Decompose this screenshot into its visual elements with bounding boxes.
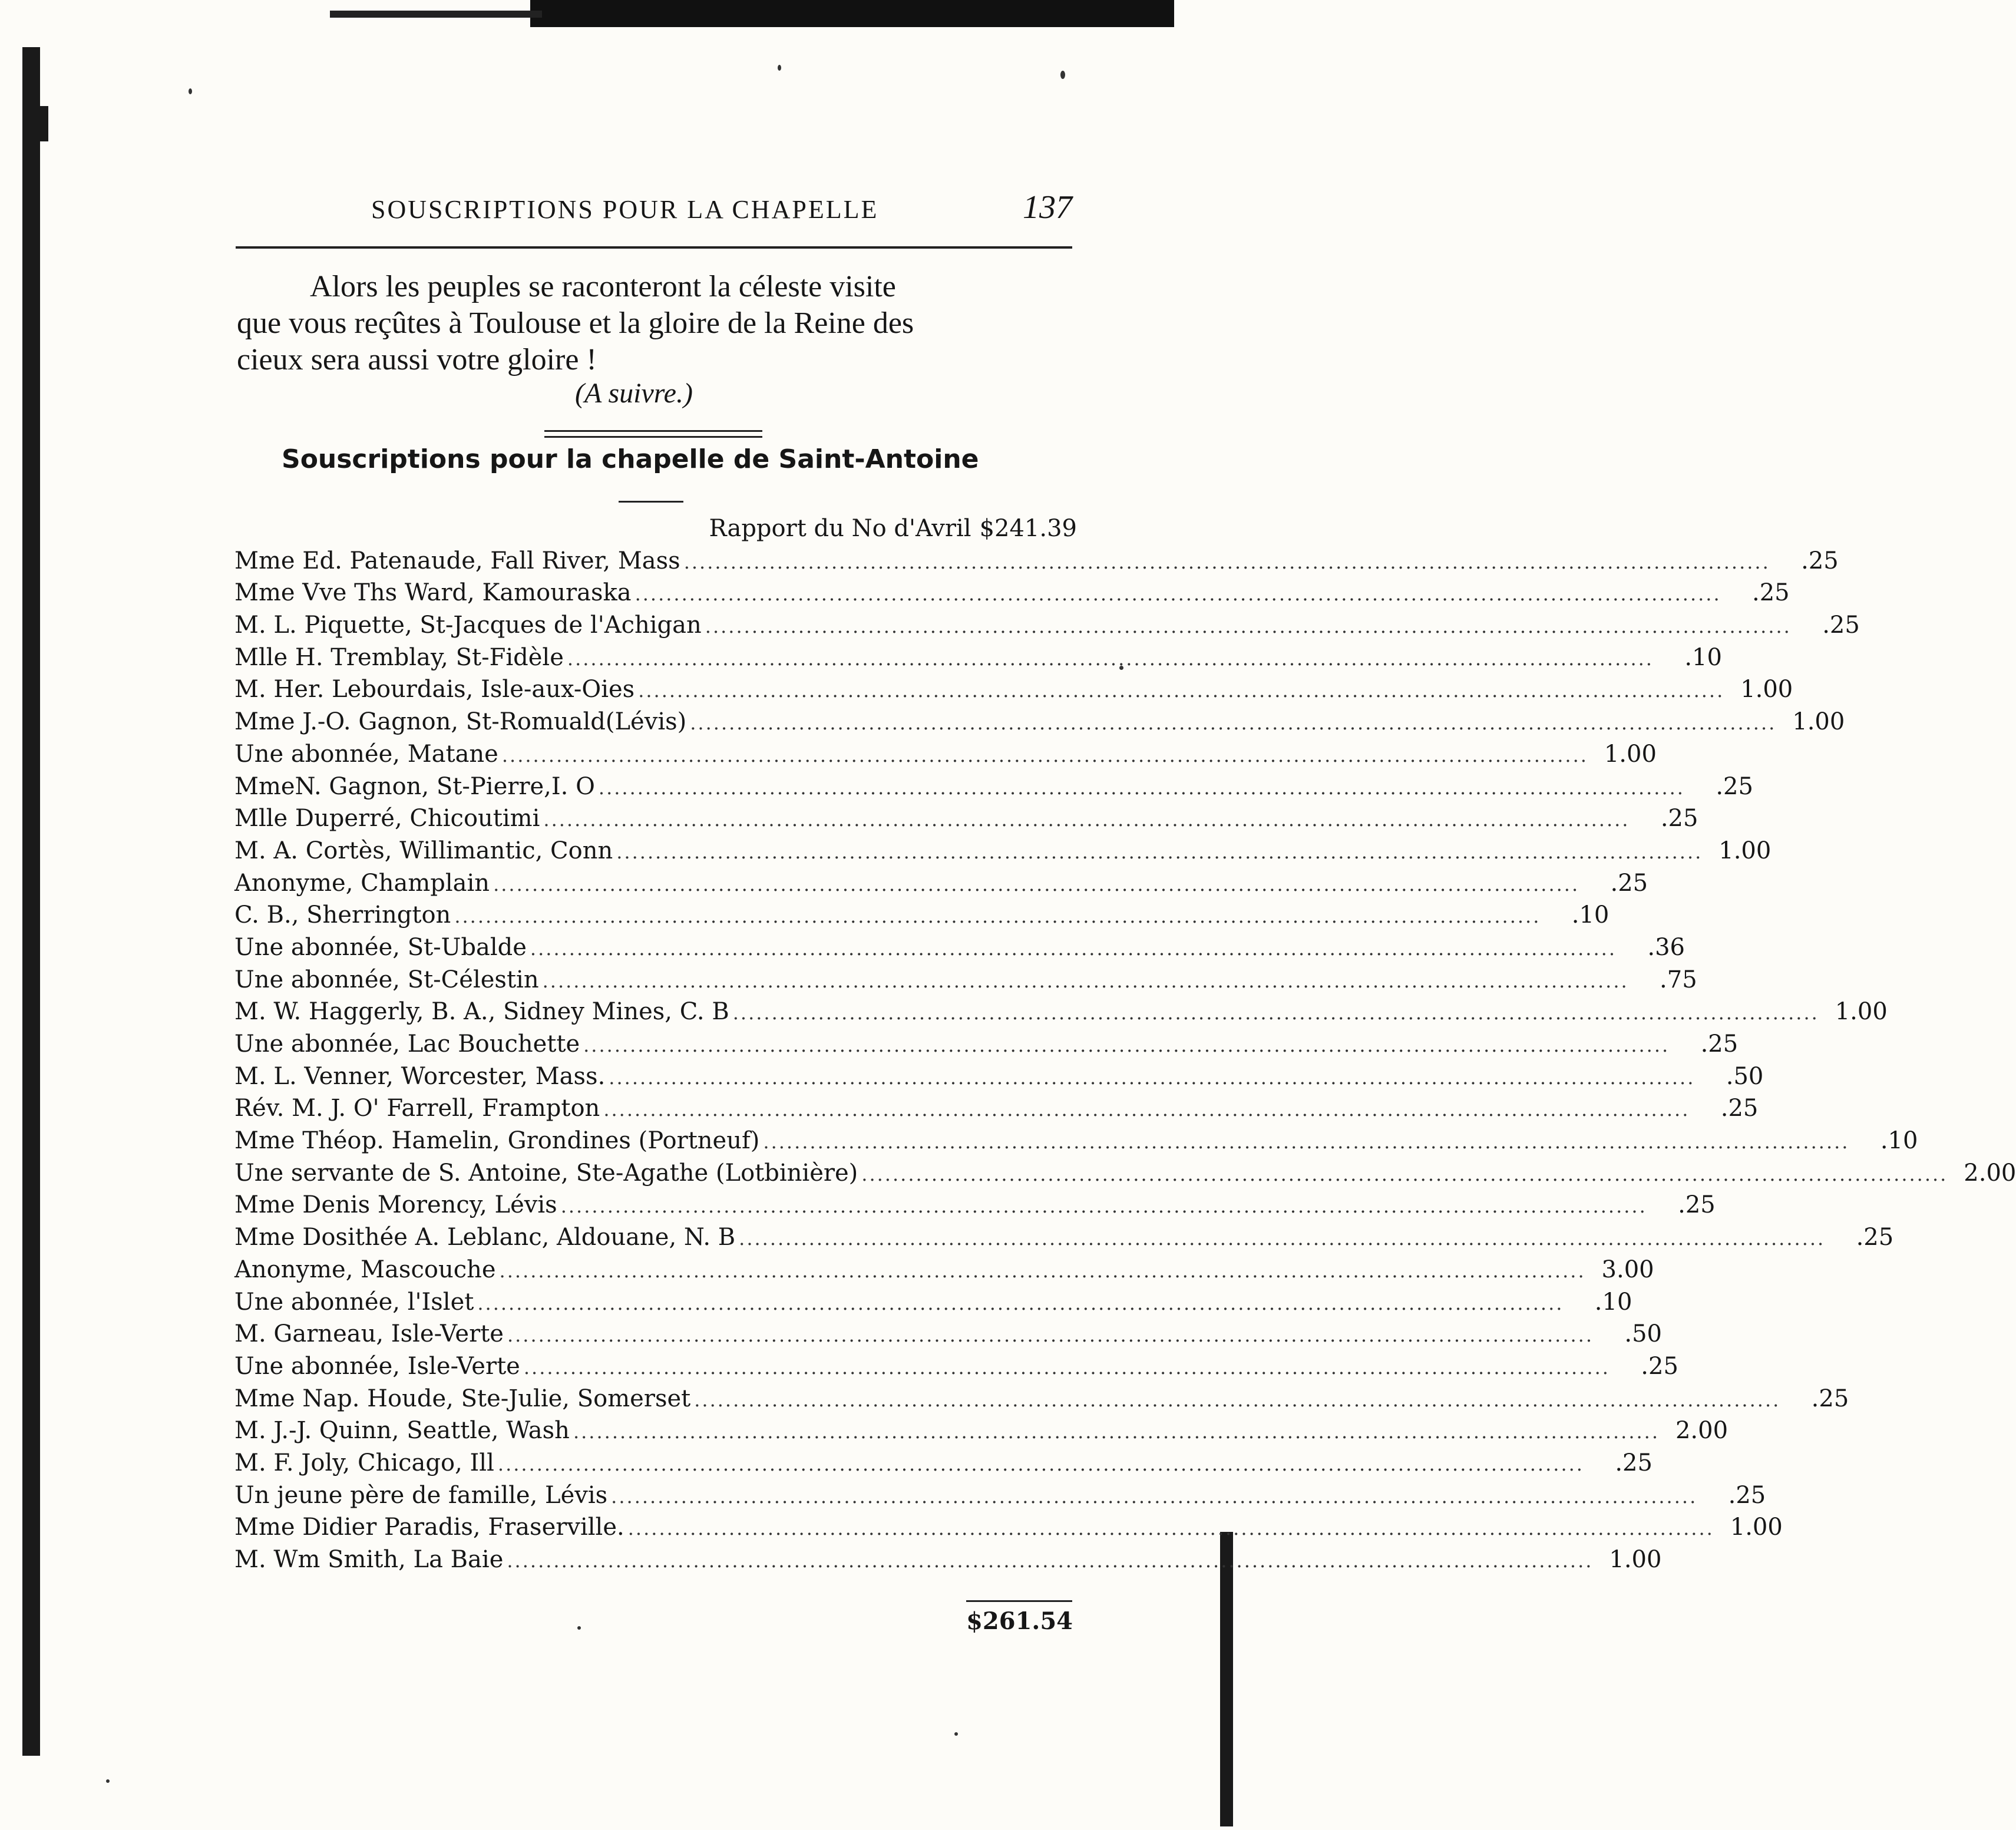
subscriber-name: Mme Didier Paradis, Fraserville. — [234, 1514, 624, 1541]
subscription-amount: .36 — [1647, 933, 1685, 961]
subscriber-name: C. B., Sherrington — [234, 901, 451, 929]
subscription-amount: 3.00 — [1601, 1256, 1654, 1283]
list-item — [234, 1479, 1766, 1512]
list-item — [234, 1383, 1849, 1415]
subscription-amount: 1.00 — [1835, 998, 1888, 1026]
speck — [189, 88, 192, 94]
dot-leader: ............................................................................................................................................ — [732, 1002, 1819, 1025]
list-item — [234, 1092, 1759, 1125]
paragraph-line: Alors les peuples se raconteront la céleste visite — [310, 270, 896, 303]
subscriber-name: Mme J.-O. Gagnon, St-Romuald(Lévis) — [234, 708, 687, 736]
dot-leader: ............................................................................................................................................ — [567, 647, 1654, 670]
list-item — [234, 738, 1657, 771]
subscriber-name: Mme Nap. Houde, Ste-Julie, Somerset — [234, 1385, 691, 1412]
dot-leader: ............................................................................................................................................ — [638, 679, 1725, 702]
list-item — [234, 1028, 1739, 1061]
subscriber-name: M. Wm Smith, La Baie — [234, 1546, 504, 1573]
subscription-amount: .50 — [1726, 1062, 1764, 1090]
subscriber-name: M. Her. Lebourdais, Isle-aux-Oies — [234, 676, 635, 703]
list-item — [234, 931, 1685, 964]
total-amount: $261.54 — [966, 1607, 1073, 1635]
subscription-amount: .10 — [1594, 1288, 1632, 1316]
subscription-amount: .50 — [1624, 1320, 1662, 1348]
subscriber-name: Mme Théop. Hamelin, Grondines (Portneuf) — [234, 1127, 760, 1155]
dot-leader: ............................................................................................................................................ — [861, 1162, 1948, 1185]
dot-leader: ............................................................................................................................................ — [499, 1259, 1586, 1282]
subscription-amount: .25 — [1752, 579, 1790, 607]
subscription-amount: .25 — [1811, 1385, 1849, 1412]
paragraph-line: que vous reçûtes à Toulouse et la gloire de la Reine des — [237, 306, 914, 340]
list-item — [234, 964, 1697, 996]
dot-leader: ............................................................................................................................................ — [454, 905, 1541, 928]
subscriber-name: Une abonnée, Isle-Verte — [234, 1352, 520, 1380]
list-item — [234, 1061, 1764, 1093]
list-item — [234, 1221, 1894, 1254]
subscriber-name: M. A. Cortès, Willimantic, Conn — [234, 837, 613, 864]
subscription-amount: .25 — [1720, 1095, 1759, 1122]
section-rule — [544, 430, 762, 432]
dot-leader: ............................................................................................................................................ — [542, 969, 1629, 992]
subscription-amount: .25 — [1660, 805, 1698, 833]
subscriber-name: M. L. Venner, Worcester, Mass. — [234, 1062, 606, 1090]
subscription-list — [234, 513, 2016, 1576]
subscription-amount: .25 — [1728, 1481, 1766, 1509]
dot-leader: ............................................................................................................................................ — [543, 808, 1630, 831]
subscription-amount: 1.00 — [1792, 708, 1845, 736]
subscriber-name: Mme Denis Morency, Lévis — [234, 1191, 557, 1219]
subscriber-name: Une servante de S. Antoine, Ste-Agathe (Lotbinière) — [234, 1159, 858, 1187]
subscriber-name: M. L. Piquette, St-Jacques de l'Achigan — [234, 612, 702, 639]
subscriber-name: Un jeune père de famille, Lévis — [234, 1481, 608, 1509]
subscriber-name: Rév. M. J. O' Farrell, Frampton — [234, 1095, 600, 1122]
closing-paragraph — [237, 269, 1073, 378]
subscriber-name: Anonyme, Mascouche — [234, 1256, 496, 1283]
dot-leader: ............................................................................................................................................ — [507, 1324, 1594, 1347]
speck — [577, 1626, 581, 1630]
report-amount: $241.39 — [979, 515, 1077, 542]
subscriber-name: Une abonnée, St-Ubalde — [234, 933, 527, 961]
subscriber-name: M. W. Haggerly, B. A., Sidney Mines, C. B — [234, 998, 729, 1026]
subscriber-name: M. F. Joly, Chicago, Ill — [234, 1449, 494, 1476]
speck — [1060, 71, 1065, 79]
list-item — [234, 706, 1845, 738]
list-item — [234, 577, 1790, 609]
subscriber-name: Anonyme, Champlain — [234, 869, 490, 897]
list-item — [234, 867, 1648, 900]
subscription-amount: 1.00 — [1730, 1514, 1783, 1541]
list-item — [234, 996, 1888, 1028]
subscription-amount: 1.00 — [1740, 676, 1793, 703]
dot-leader: ............................................................................................................................................ — [609, 1066, 1696, 1089]
list-item — [234, 1415, 1729, 1447]
dot-leader: ............................................................................................................................................ — [497, 1452, 1584, 1475]
scan-edge-top-fade — [330, 11, 542, 18]
list-item — [234, 835, 1772, 867]
list-item — [234, 609, 1860, 642]
subscriber-name: M. Garneau, Isle-Verte — [234, 1320, 504, 1348]
list-item — [234, 1318, 1662, 1350]
subscription-amount: 1.00 — [1604, 740, 1657, 768]
report-row — [234, 513, 1077, 545]
subscription-amount: .10 — [1571, 901, 1610, 929]
subscriber-name: Mlle H. Tremblay, St-Fidèle — [234, 643, 564, 671]
list-item — [234, 673, 1793, 706]
scan-edge-left-notch — [40, 106, 48, 141]
dot-leader: ............................................................................................................................................ — [583, 1034, 1670, 1056]
subscriber-name: Une abonnée, St-Célestin — [234, 966, 539, 993]
list-item — [234, 1157, 2016, 1190]
running-head — [236, 189, 1072, 230]
subscription-amount: .25 — [1678, 1191, 1716, 1219]
subscription-amount: 1.00 — [1609, 1546, 1662, 1573]
subscription-amount: .25 — [1641, 1352, 1678, 1380]
speck — [778, 65, 781, 71]
dot-leader: ............................................................................................................................................ — [530, 937, 1617, 960]
dot-leader: ............................................................................................................................................ — [683, 550, 1770, 573]
dot-leader: ............................................................................................................................................ — [501, 744, 1588, 767]
subscriber-name: Une abonnée, Lac Bouchette — [234, 1030, 580, 1058]
list-item — [234, 1254, 1654, 1286]
subscriber-name: MmeN. Gagnon, St-Pierre,I. O — [234, 772, 595, 800]
subscription-amount: .25 — [1801, 547, 1839, 574]
list-item — [234, 1286, 1632, 1319]
subscriber-name: M. J.-J. Quinn, Seattle, Wash — [234, 1417, 570, 1445]
dot-leader: ............................................................................................................................................ — [493, 873, 1580, 896]
speck — [954, 1732, 958, 1736]
subscriber-name: Une abonnée, Matane — [234, 740, 498, 768]
scan-edge-top — [530, 0, 1174, 27]
list-item — [234, 1189, 1716, 1221]
subscription-amount: .25 — [1615, 1449, 1653, 1476]
subscription-amount: 2.00 — [1675, 1417, 1729, 1445]
dot-leader: ............................................................................................................................................ — [598, 776, 1685, 799]
running-title: SOUSCRIPTIONS POUR LA CHAPELLE — [371, 195, 879, 224]
subscriber-name: Mlle Duperré, Chicoutimi — [234, 805, 540, 833]
report-label: Rapport du No d'Avril — [709, 515, 971, 542]
list-item — [234, 1511, 1783, 1544]
to-be-continued: (A suivre.) — [575, 378, 693, 409]
subscriber-name: Mme Dosithée A. Leblanc, Aldouane, N. B — [234, 1224, 736, 1251]
dot-leader: ............................................................................................................................................ — [507, 1550, 1594, 1572]
list-item — [234, 1447, 1653, 1479]
dot-leader: ............................................................................................................................................ — [611, 1485, 1698, 1508]
dot-leader: ............................................................................................................................................ — [627, 1517, 1714, 1540]
dot-leader: ............................................................................................................................................ — [477, 1291, 1564, 1314]
subscription-amount: .25 — [1856, 1224, 1894, 1251]
subscription-amount: .25 — [1822, 612, 1860, 639]
speck — [106, 1779, 110, 1783]
subscription-amount: .25 — [1716, 772, 1753, 800]
subscription-amount: .25 — [1610, 869, 1648, 897]
heading-rule — [619, 501, 683, 503]
dot-leader: ............................................................................................................................................ — [705, 615, 1792, 638]
dot-leader: ............................................................................................................................................ — [616, 840, 1703, 863]
dot-leader: ............................................................................................................................................ — [694, 1388, 1781, 1411]
dot-leader: ............................................................................................................................................ — [634, 583, 1721, 606]
subscription-amount: .75 — [1660, 966, 1697, 993]
dot-leader: ............................................................................................................................................ — [739, 1227, 1826, 1250]
section-title: Souscriptions pour la chapelle de Saint-Antoine — [282, 444, 979, 474]
list-item — [234, 1350, 1678, 1383]
paragraph-line: cieux sera aussi votre gloire ! — [237, 343, 597, 376]
header-rule — [236, 246, 1072, 249]
sum-rule — [966, 1600, 1072, 1602]
list-item — [234, 1125, 1918, 1157]
subscription-amount: 2.00 — [1964, 1159, 2016, 1187]
dot-leader: ............................................................................................................................................ — [690, 712, 1777, 735]
subscription-amount: .10 — [1684, 643, 1722, 671]
subscriber-name: Une abonnée, l'Islet — [234, 1288, 474, 1316]
subscription-amount: 1.00 — [1718, 837, 1772, 864]
list-item — [234, 802, 1698, 835]
subscription-amount: .10 — [1880, 1127, 1918, 1155]
list-item — [234, 642, 1722, 674]
section-rule — [544, 436, 762, 438]
dot-leader: ............................................................................................................................................ — [603, 1098, 1690, 1121]
list-item — [234, 1544, 1662, 1576]
scan-edge-left — [22, 47, 40, 1756]
dot-leader: ............................................................................................................................................ — [523, 1356, 1610, 1379]
list-item — [234, 545, 1839, 577]
list-item — [234, 899, 1610, 931]
dot-leader: ............................................................................................................................................ — [573, 1421, 1660, 1443]
list-item — [234, 771, 1753, 803]
subscription-amount: .25 — [1700, 1030, 1739, 1058]
page-number: 137 — [1023, 189, 1072, 226]
dot-leader: ............................................................................................................................................ — [763, 1131, 1850, 1154]
subscriber-name: Mme Vve Ths Ward, Kamouraska — [234, 579, 632, 607]
subscriber-name: Mme Ed. Patenaude, Fall River, Mass — [234, 547, 680, 574]
dot-leader: ............................................................................................................................................ — [560, 1195, 1647, 1218]
